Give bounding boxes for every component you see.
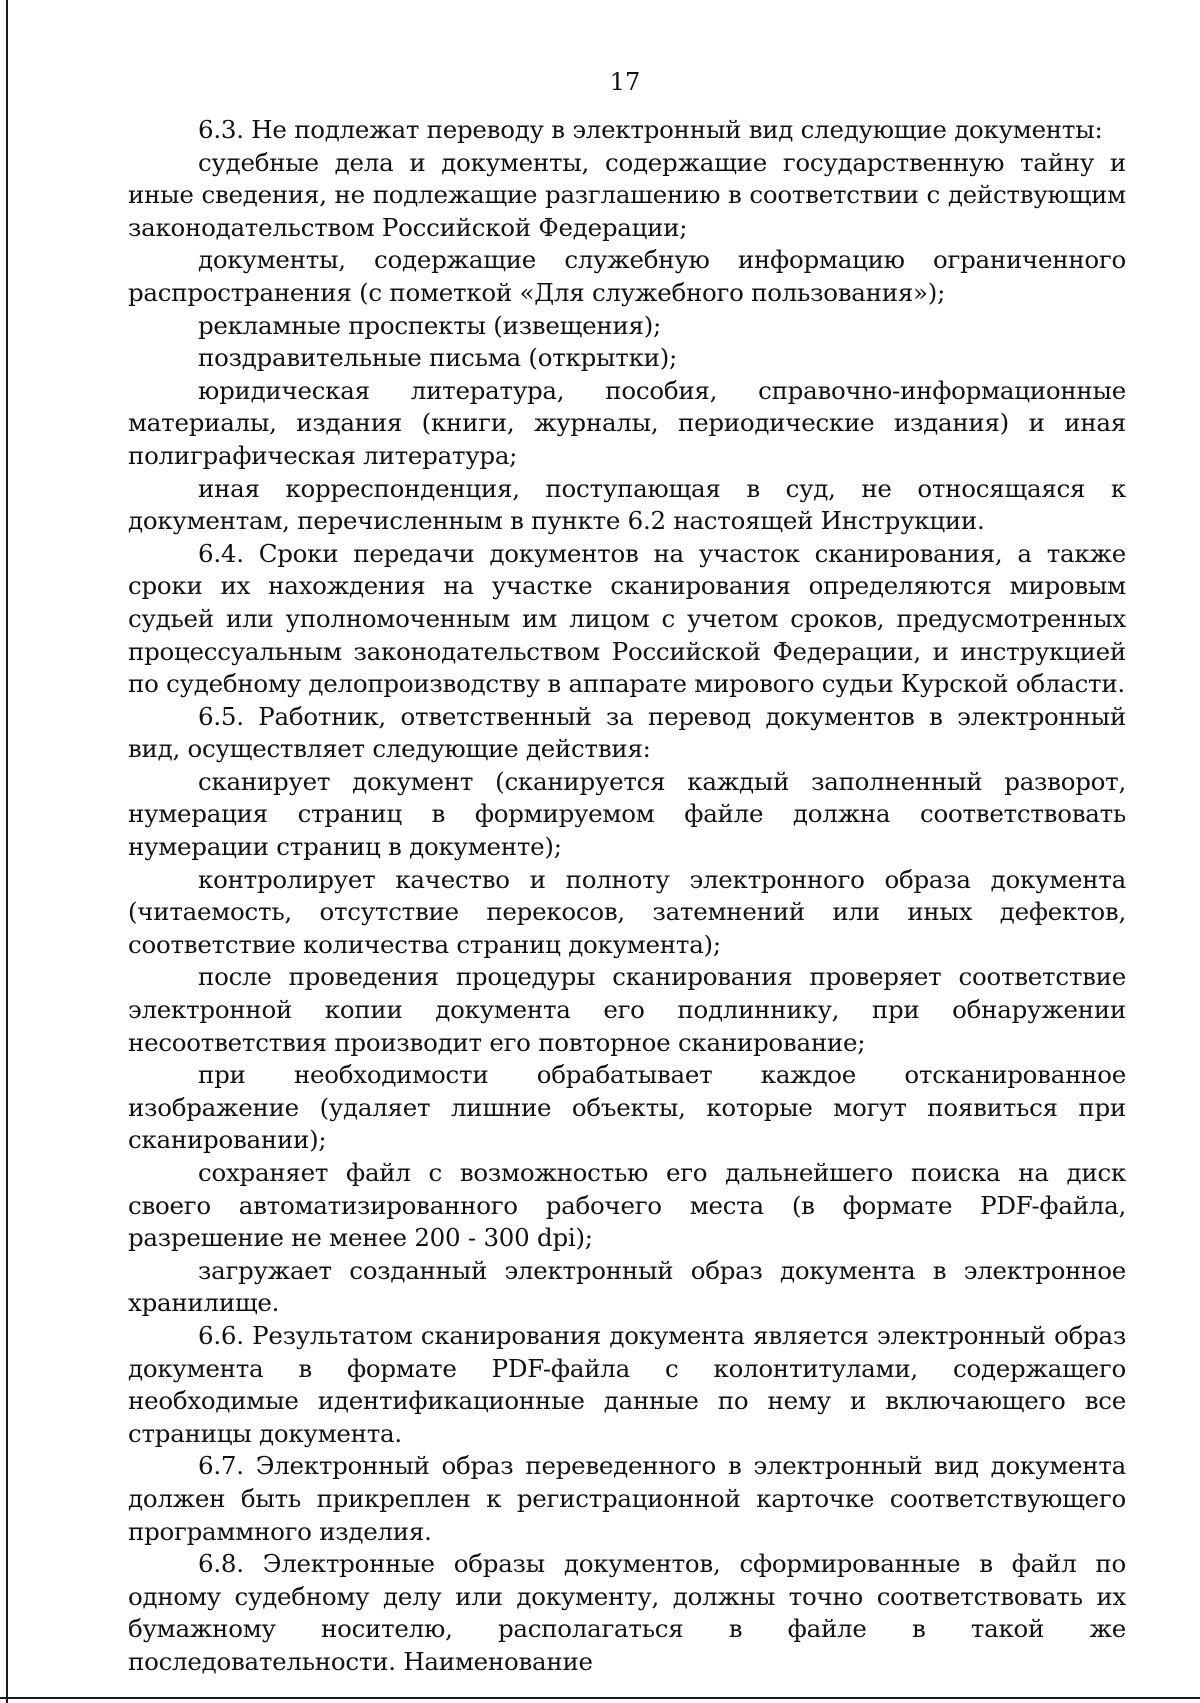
- list-item-restricted-documents: документы, содержащие служебную информацию ограниченного распространения (с пометкой «Для служебного пользования»);: [128, 245, 1126, 307]
- paragraph-6-7: 6.7. Электронный образ переведенного в электронный вид документа должен быть прикреплен к регистрационной карточке соответствующего программного изделия.: [128, 1451, 1126, 1546]
- page-number: 17: [609, 68, 641, 96]
- scan-edge-left: [6, 0, 8, 1703]
- action-scans-document: сканирует документ (сканируется каждый заполненный разворот, нумерация страниц в формируемом файле должна соответствовать нумерации страниц в документе);: [128, 766, 1126, 862]
- paragraph-6-8: 6.8. Электронные образы документов, сформированные в файл по одному судебному делу или документу, должны точно соответствовать их бумажному носителю, располагаться в файле в такой же последовательности. Наименование: [128, 1549, 1126, 1676]
- paragraph-6-5: 6.5. Работник, ответственный за перевод документов в электронный вид, осуществляет следующие действия:: [128, 701, 1126, 764]
- scan-edge-bottom: [0, 1697, 1200, 1699]
- list-item-advertising: рекламные проспекты (извещения);: [198, 310, 662, 340]
- action-processes-image: при необходимости обрабатывает каждое отсканированное изображение (удаляет лишние объекты, которые могут появиться при сканировании);: [128, 1060, 1126, 1155]
- document-body: [128, 114, 1126, 1679]
- paragraph-6-6: 6.6. Результатом сканирования документа является электронный образ документа в формате PDF-файла с колонтитулами, содержащего необходимые идентификационные данные по нему и включающего все страницы документа.: [128, 1320, 1126, 1448]
- action-saves-file: сохраняет файл с возможностью его дальнейшего поиска на диск своего автоматизированного рабочего места (в формате PDF-файла, разрешение не менее 200 - 300 dpi);: [128, 1158, 1126, 1253]
- action-controls-quality: контролирует качество и полноту электронного образа документа (читаемость, отсутствие перекосов, затемнений или иных дефектов, соответствие количества страниц документа);: [128, 864, 1126, 959]
- list-item-legal-literature: юридическая литература, пособия, справочно-информационные материалы, издания (книги, журналы, периодические издания) и иная полиграфическая литература;: [128, 375, 1126, 470]
- paragraph-6-3-heading: 6.3. Не подлежат переводу в электронный вид следующие документы:: [198, 115, 1103, 144]
- list-item-other-correspondence: иная корреспонденция, поступающая в суд, не относящаяся к документам, перечисленным в пункте 6.2 настоящей Инструкции.: [128, 473, 1126, 536]
- list-item-greeting-letters: поздравительные письма (открытки);: [198, 343, 678, 373]
- list-item-court-cases: судебные дела и документы, содержащие государственную тайну и иные сведения, не подлежащие разглашению в соответствии с действующим законодательством Российской Федерации;: [128, 147, 1126, 242]
- action-uploads-image: загружает созданный электронный образ документа в электронное хранилище.: [128, 1255, 1126, 1318]
- action-checks-copy: после проведения процедуры сканирования проверяет соответствие электронной копии документа его подлиннику, при обнаружении несоответствия производит его повторное сканирование;: [128, 962, 1126, 1057]
- paragraph-6-4: 6.4. Сроки передачи документов на участок сканирования, а также сроки их нахождения на участке сканирования определяются мировым судьей или уполномоченным им лицом с учетом сроков, предусмотренных процессуальным законодательством Российской Федерации, и инструкцией по судебному делопроизводству в аппарате мирового судьи Курской области.: [128, 538, 1126, 699]
